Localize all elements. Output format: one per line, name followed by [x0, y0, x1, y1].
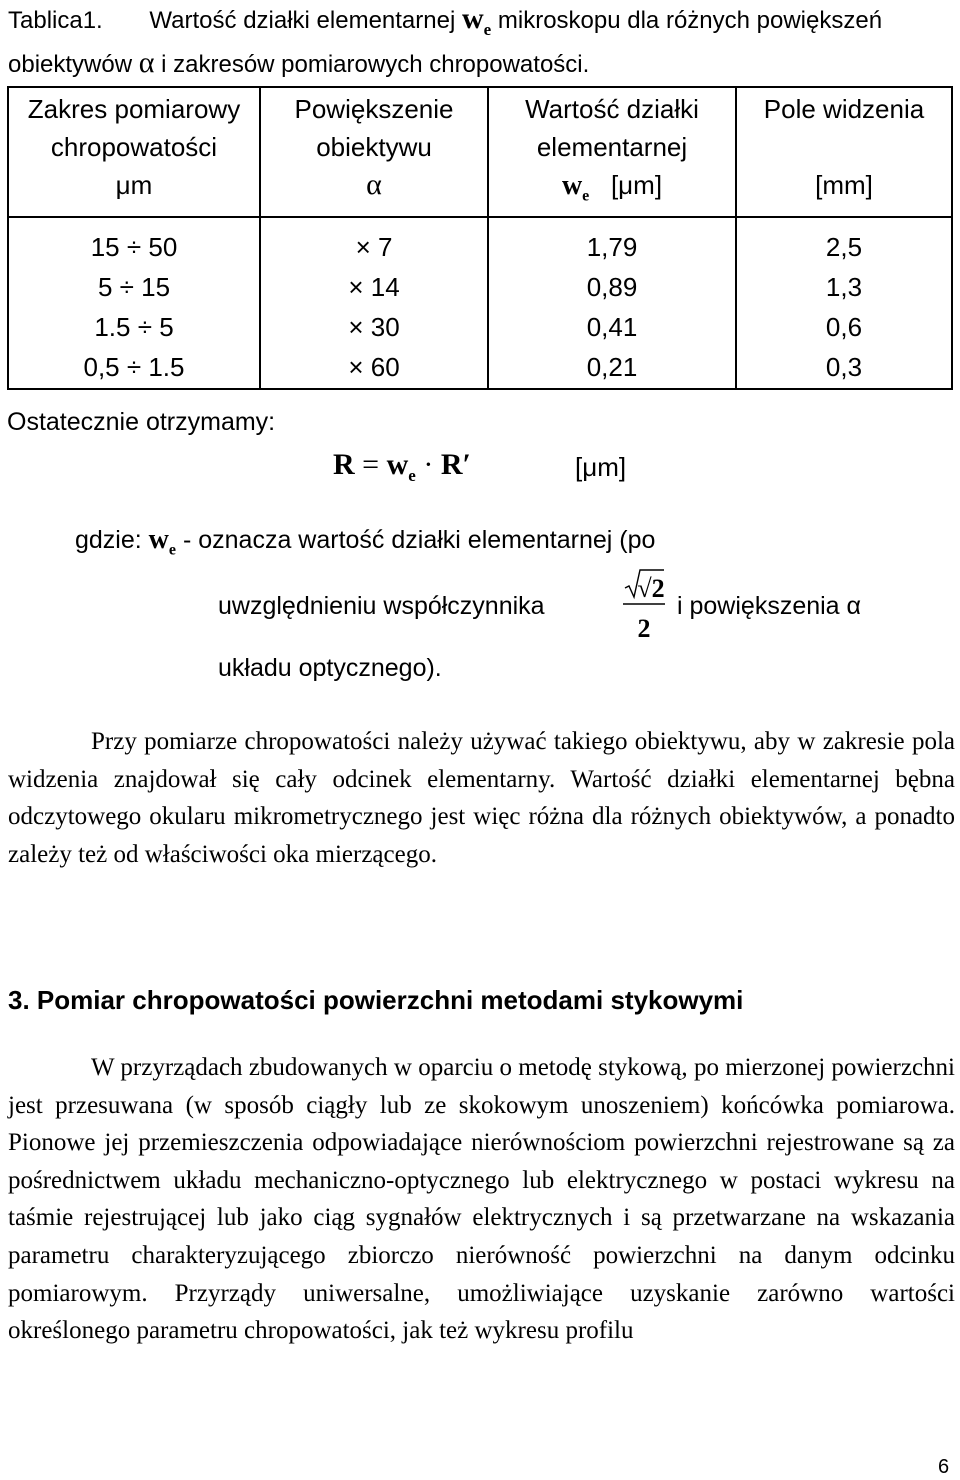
header-fov-line1: Pole widzenia [763, 94, 925, 124]
header-fov-spacer [737, 128, 951, 166]
col-magnification-values [260, 217, 488, 389]
formula-dot: · [423, 448, 434, 481]
header-division-symbol-main: w [561, 170, 583, 201]
fraction-svg [623, 564, 665, 644]
paragraph-2 [8, 1049, 955, 1350]
fraction-denominator: 2 [637, 614, 651, 643]
where-text1: - oznacza wartość działki elementarnej (po [182, 526, 656, 554]
fraction-numerator: √2 [637, 574, 665, 603]
header-division-unit: [μm] [610, 170, 663, 200]
formula-unit: [μm] [575, 452, 627, 482]
caption-line2-before: obiektywów [8, 51, 133, 78]
table-cell: 0,21 [586, 351, 638, 382]
table-cell: 15 ÷ 50 [90, 231, 178, 262]
col-division-values [488, 217, 736, 389]
final-label: Ostatecznie otrzymamy: [7, 408, 276, 436]
table-cell: 0,6 [825, 311, 863, 342]
table-cell: 2,5 [825, 231, 863, 262]
table-cell: 0,5 ÷ 1.5 [83, 351, 185, 382]
formula-rhs: R′ [440, 448, 471, 481]
header-magnification-alpha: α [366, 168, 382, 201]
caption-line2-after: i zakresów pomiarowych chropowatości. [161, 51, 590, 78]
table-cell: 1.5 ÷ 5 [94, 311, 174, 342]
header-range [8, 87, 260, 217]
where-line2: uwzględnieniu współczynnika [218, 592, 545, 620]
header-division-line2: elementarnej [536, 132, 688, 162]
where-line3: układu optycznego). [218, 654, 442, 682]
paragraph-1 [8, 723, 955, 873]
header-division-symbol-line [489, 166, 735, 216]
header-magnification-line2: obiektywu [316, 132, 432, 162]
where-line1 [75, 524, 655, 560]
table-cell: × 60 [348, 351, 400, 382]
header-magnification-line1: Powiększenie [294, 94, 454, 124]
formula-equals: = [362, 448, 380, 481]
header-division-value [488, 87, 736, 217]
where-prefix: gdzie: [75, 526, 142, 554]
where-line2-after: i powiększenia α [677, 592, 861, 620]
formula-lhs: R [333, 448, 355, 481]
table-cell: 0,89 [586, 271, 638, 302]
formula-w: w [386, 448, 409, 481]
caption-symbol-sub: e [483, 20, 492, 39]
magnification-table [7, 86, 953, 390]
caption-alpha: α [138, 46, 155, 79]
where-symbol-main: w [148, 524, 169, 555]
table-cell: × 30 [348, 311, 400, 342]
header-range-line1: Zakres pomiarowy [27, 94, 241, 124]
caption-symbol [461, 2, 492, 39]
section-heading: 3. Pomiar chropowatości powierzchni metodami stykowymi [8, 985, 744, 1015]
header-fov-unit: [mm] [815, 170, 873, 200]
header-division-line1: Wartość działki [525, 94, 699, 124]
caption-label: Tablica1. [8, 7, 103, 34]
table-cell: 0,41 [586, 311, 638, 342]
caption-text-after: mikroskopu dla różnych powiększeń [497, 7, 883, 34]
formula [333, 448, 471, 486]
header-range-unit: μm [115, 170, 153, 200]
table-body-row [8, 217, 952, 389]
sqrt2-over-2-fraction [623, 564, 665, 644]
table-cell: 5 ÷ 15 [97, 271, 171, 302]
header-magnification [260, 87, 488, 217]
table-header-row [8, 87, 952, 217]
paragraph-2-text: W przyrządach zbudowanych w oparciu o metodę stykową, po mierzonej powierzchni jest przesuwana (w sposób ciągły lub ze skokowym unoszeniem) końcówka pomiarowa. Pionowe jej przemieszczenia odpowiadające nierównościom powierzchni rejestrowane są za pośrednictwem układu mechaniczno-optycznego lub elektrycznego w postaci wykresu na taśmie rejestrującej lub jako ciąg sygnałów elektrycznych i są przetwarzane na wskazania parametru charakteryzującego zbiorczo nierówność powierzchni na danym odcinku pomiarowym. Przyrządy uniwersalne, umożliwiające uzyskanie zarówno wartości określonego parametru chropowatości, jak też wykresu profilu [8, 1054, 955, 1345]
table-cell: 0,3 [825, 351, 863, 382]
where-symbol [148, 524, 177, 559]
table-cell: × 14 [348, 271, 400, 302]
col-range-values [8, 217, 260, 389]
page-number: 6 [938, 1456, 950, 1478]
header-range-line2: chropowatości [50, 132, 218, 162]
caption-symbol-main: w [461, 2, 484, 35]
table-cell: 1,3 [825, 271, 863, 302]
header-division-symbol-sub: e [582, 187, 590, 205]
table-cell: × 7 [355, 231, 393, 262]
table-cell: 1,79 [586, 231, 638, 262]
header-division-symbol [561, 170, 590, 205]
header-field-of-view [736, 87, 952, 217]
table-caption [8, 2, 953, 81]
formula-w-sub: e [408, 466, 416, 485]
caption-text-before: Wartość działki elementarnej [149, 7, 456, 34]
paragraph-1-text: Przy pomiarze chropowatości należy używać takiego obiektywu, aby w zakresie pola widzenia znajdował się cały odcinek elementarny. Wartość działki elementarnej bębna odczytowego okularu mikrometrycznego jest więc różna dla różnych obiektywów, a ponadto zależy też od właściwości oka mierzącego. [8, 728, 955, 868]
where-symbol-sub: e [168, 541, 177, 559]
col-fov-values [736, 217, 952, 389]
